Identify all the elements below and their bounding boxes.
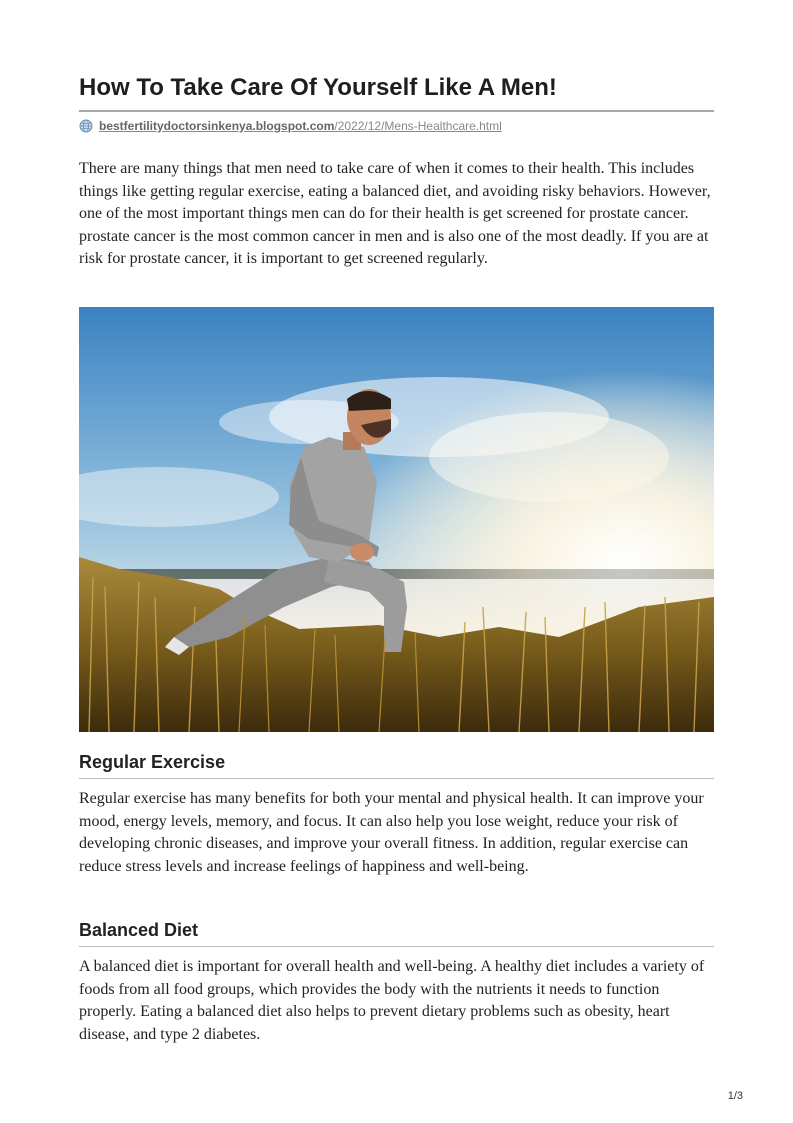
source-link-row <box>79 118 714 134</box>
section-divider <box>79 946 714 947</box>
title-divider <box>79 110 714 112</box>
page-number: 1/3 <box>727 1090 743 1102</box>
section-body-regular-exercise: Regular exercise has many benefits for both your mental and physical health. It can improve your mood, energy levels, memory, and focus. It can also help you lose weight, reduce your risk of developing chronic diseases, and improve your overall fitness. In addition, regular exercise can reduce stress levels and increase feelings of happiness and well-being. <box>79 790 704 875</box>
source-path: /2022/12/Mens-Healthcare.html <box>334 119 502 133</box>
hero-image-man-stretching <box>79 307 714 732</box>
section-heading-balanced-diet: Balanced Diet <box>79 920 199 940</box>
section-divider <box>79 778 714 779</box>
section-body-balanced-diet: A balanced diet is important for overall health and well-being. A healthy diet includes a variety of foods from all food groups, which provides the body with the nutrients it needs to function properly. Eating a balanced diet also helps to prevent dietary problems such as obesity, heart disease, and type 2 diabetes. <box>79 958 705 1043</box>
section-heading-regular-exercise: Regular Exercise <box>79 752 226 772</box>
page-title: How To Take Care Of Yourself Like A Men! <box>79 74 557 101</box>
globe-icon <box>79 119 93 133</box>
source-url-link[interactable] <box>99 118 502 134</box>
intro-paragraph: There are many things that men need to take care of when it comes to their health. This includes things like getting regular exercise, eating a balanced diet, and avoiding risky behaviors. However, one of the most important things men can do for their health is get screened for prostate cancer. prostate cancer is the most common cancer in men and is also one of the most deadly. If you are at risk for prostate cancer, it is important to get screened regularly. <box>79 160 711 267</box>
source-domain: bestfertilitydoctorsinkenya.blogspot.com <box>99 119 335 133</box>
